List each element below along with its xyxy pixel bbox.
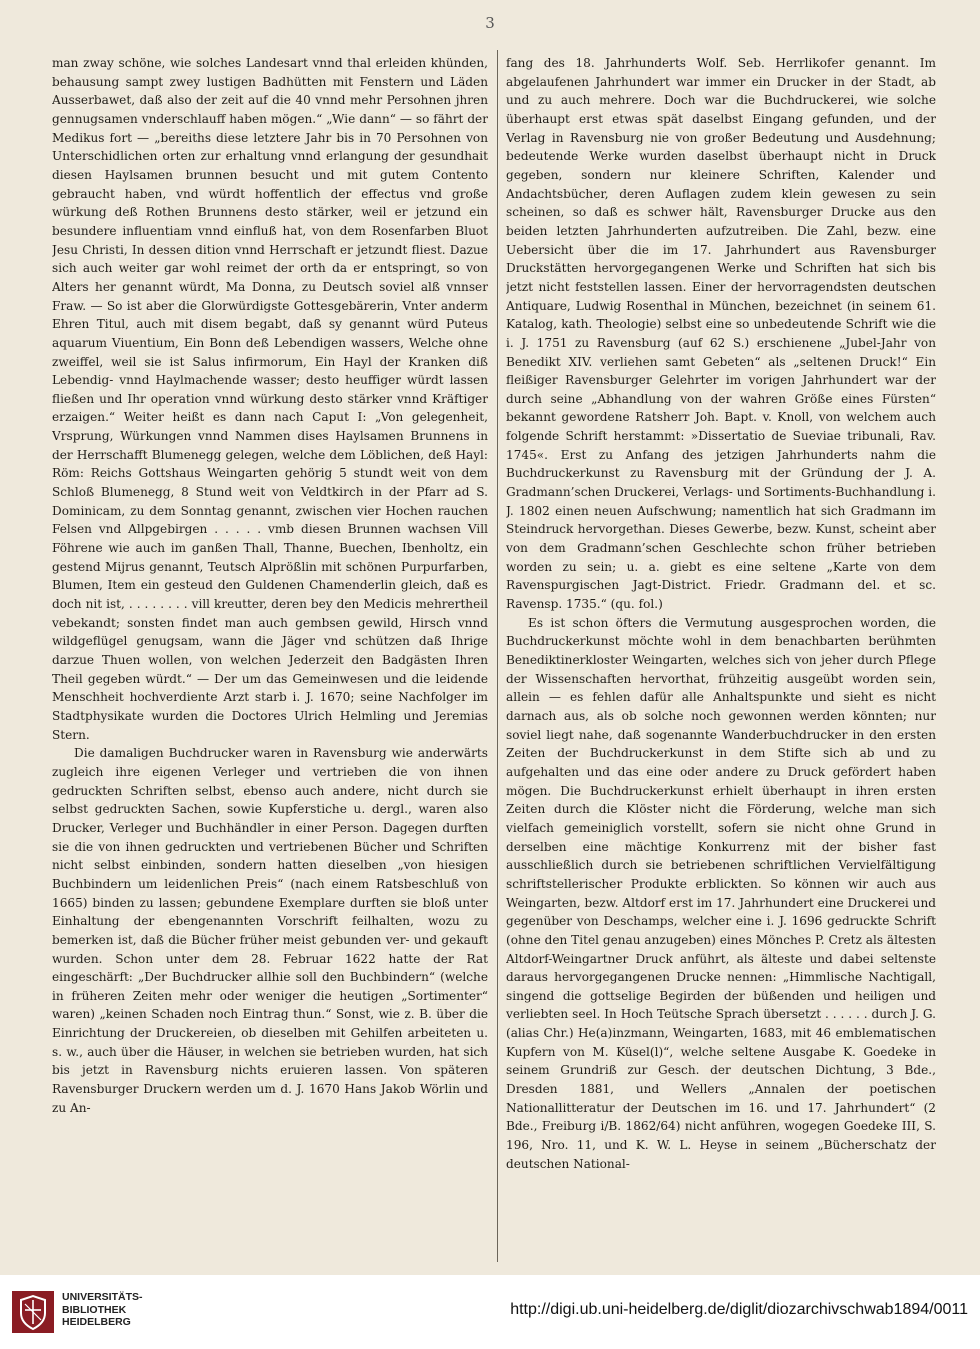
shield-with-cross-icon (12, 1291, 54, 1333)
library-name-line: UNIVERSITÄTS- (62, 1291, 143, 1303)
library-name-line: HEIDELBERG (62, 1316, 131, 1328)
library-logo[interactable] (12, 1291, 54, 1333)
library-name (62, 1291, 143, 1329)
page-number: 3 (485, 14, 495, 32)
footer (0, 1275, 980, 1349)
paragraph: fang des 18. Jahrhunderts Wolf. Seb. Herrlikofer genannt. Im abgelaufenen Jahrhundert war immer ein Drucker in der Stadt, ab und zu auch mehrere. Doch war die Buchdruckerei, wie solche überhaupt erst etwas spät daselbst Eingang gefunden, und der Verlag in Ravensburg nie von großer Bedeutung und Ausdehnung; bedeutende Werke wurden daselbst überhaupt nicht in Druck gegeben, sondern nur kleinere Schriften, Kalender und Andachtsbücher, deren Auflagen zudem klein gewesen zu sein scheinen, so daß es schwer hält, Ravensburger Drucke aus den beiden letzten Jahrhunderten aufzutreiben. Die Zahl, bezw. eine Uebersicht über die im 17. Jahrhundert aus Ravensburger Druckstätten hervorgegangenen Werke und Schriften hat sich bis jetzt nicht feststellen lassen. Einer der hervorragendsten deutschen Antiquare, Ludwig Rosenthal in München, bezeichnet (in seinem 61. Katalog, kath. Theologie) selbst eine so unbedeutende Schrift wie die i. J. 1751 zu Ravensburg (auf 62 S.) erschienene „Jubel-Jahr von Benedikt XIV. verliehen samt Gebeten“ als „seltenen Druck!“ Ein fleißiger Ravensburger Gelehrter im vorigen Jahrhundert war der durch seine „Abhandlung von der wahren Größe eines Fürsten“ bekannt gewordene Ratsherr Joh. Bapt. v. Knoll, von welchem auch folgende Schrift herstammt: »Dissertatio de Sueviae tribunali, Rav. 1745«. Erst zu Anfang des jetzigen Jahrhunderts nahm die Buchdruckerkunst zu Ravensburg mit der Gründung der J. A. Gradmann’schen Druckerei, Verlags- und Sortiments-Buchhandlung i. J. 1802 einen neuen Aufschwung; namentlich hat sich Gradmann im Steindruck hervorgethan. Dieses Gewerbe, bezw. Kunst, scheint aber von dem Gradmann’schen Geschlechte schon früher betrieben worden zu sein; u. a. giebt es eine seltene „Karte von dem Ravenspurgischen Jagt-District. Friedr. Gradmann del. et sc. Ravensp. 1735.“ (qu. fol.) (506, 56, 936, 612)
paragraph: Es ist schon öfters die Vermutung ausgesprochen worden, die Buchdruckerkunst möchte wohl in dem benachbarten berühmten Benediktinerkloster Weingarten, welches sich von jeher durch Pflege der Wissenschaften hervorthat, frühzeitig ausgeübt worden sein, allein — es fehlen dafür alle Anhaltspunkte und sieht es nicht darnach aus, als ob solche noch gewonnen werden könnten; nur soviel liegt nahe, daß sogenannte Wanderbuchdrucker in den ersten Zeiten der Buchdruckerkunst in dem Stifte sich ab und zu aufgehalten und das eine oder andere zu Druck gefördert haben mögen. Die Buchdruckerkunst erhielt überhaupt in ihren ersten Zeiten durch die Klöster nicht die Förderung, welche man sich vielfach gemeiniglich vorstellt, sofern sie nicht ohne Grund in derselben eine mächtige Konkurrenz mit der bisher fast ausschließlich durch sie betriebenen schriftlichen Vervielfältigung schriftstellerischer Produkte erblickten. So können wir auch aus Weingarten, bezw. Altdorf erst im 17. Jahrhundert eine Druckerei und gegenüber von Deschamps, welcher eine i. J. 1696 gedruckte Schrift (ohne den Titel genau anzugeben) eines Mönches P. Cretz als ältesten Altdorf-Weingartner Druck anführt, als älteste und dabei seltenste daraus hervorgegangenen Drucke nennen: „Himmlische Nachtigall, singend die gottselige Begirden der büßenden und heiligen und verliebten seel. In Hoch Teütsche Sprach übersetzt . . . . . . durch J. G. (alias Chr.) He(a)inzmann, Weingarten, 1683, mit 46 emblematischen Kupfern von M. Küsel(l)“, welche seltene Ausgabe K. Goedeke in seinem Grundriß zur Gesch. der deutschen Dichtung, 3 Bde., Dresden 1881, und Wellers „Annalen der poetischen Nationallitteratur der Deutschen im 16. und 17. Jahrhundert“ (2 Bde., Freiburg i/B. 1862/64) nicht anführen, wogegen Goedeke III, S. 196, Nro. 11, und K. W. L. Heyse in seinem „Bücherschatz der deutschen National- (506, 615, 936, 1171)
source-url-link[interactable]: http://digi.ub.uni-heidelberg.de/diglit/diozarchivschwab1894/0011 (510, 1301, 968, 1318)
library-name-line: BIBLIOTHEK (62, 1303, 127, 1316)
paragraph: Die damaligen Buchdrucker waren in Ravensburg wie anderwärts zugleich ihre eigenen Verleger und vertrieben die von ihnen gedruckten Schriften selbst, ebenso auch andere, nicht durch sie selbst gedruckten Sachen, sowie Kupferstiche u. dergl., waren also Drucker, Verleger und Buchhändler in einer Person. Dagegen durften sie die von ihnen gedruckten und vertriebenen Bücher und Schriften nicht selbst einbinden, sondern hatten dieselben „von hiesigen Buchbindern um leidenlichen Preis“ (nach einem Ratsbeschluß von 1665) binden zu lassen; gebundene Exemplare durften sie bloß unter Einhaltung der ebengenannten Vorschrift feilhalten, wozu zu bemerken ist, daß die Bücher früher meist gebunden ver- und gekauft wurden. Schon unter dem 28. Februar 1622 hatte der Rat eingeschärft: „Der Buchdrucker allhie soll den Buchbindern“ (welche in früheren Zeiten mehr oder weniger die heutigen „Sortimenter“ waren) „keinen Schaden noch Eintrag thun.“ Sonst, wie z. B. über die Einrichtung der Druckereien, ob dieselben mit Gehilfen arbeiteten u. s. w., auch über die Häuser, in welchen sie betrieben wurden, hat sich bis jetzt in Ravensburg nichts eruieren lassen. Von späteren Ravensburger Druckern werden um d. J. 1670 Hans Jakob Wörlin und zu An- (52, 746, 488, 1115)
text-column-right (506, 54, 936, 1259)
column-divider (497, 50, 498, 1262)
text-column-left (52, 54, 488, 1259)
paragraph: man zway schöne, wie solches Landesart vnnd thal erleiden khünden, behausung sampt zwey lustigen Badhütten mit Fenstern und Läden Ausserbawet, daß also der zeit auf die 40 vnnd mehr Persohnen jhren gennugsamen vnderschlauff haben mögen.“ „Wie dann“ — so fährt der Medikus fort — „bereiths diese letztere Jahr bis in 70 Persohnen von Unterschidlichen orten zur erhaltung vnnd erlangung der gesundhait diesen Haylsamen brunnen besucht und mit gutem Contento gebraucht haben, vnd würdt hoffentlich der effectus vnd große würkung deß Rothen Brunnens desto stärker, weil er jetzund ein besundere influentiam vnnd einfluß hat, von dem Rosenfarben Bluot Jesu Christi, In dessen dition vnnd Herrschaft er jetzundt fliest. Dazue sich auch weiter gar wohl reimet der orth da er entspringt, so von Alters her genannt würdt, Ma Donna, zu Deutsch soviel alß vnnser Fraw. — So ist aber die Glorwürdigste Gottesgebärerin, Vnter anderm Ehren Titul, auch mit disem begabt, daß sy genannt würd Puteus aquarum Viuentium, Ein Bonn deß Lebendigen wassers, Welche ohne zweiffel, weil sie ist Salus infirmorum, Ein Hayl der Kranken diß Lebendig- vnnd Haylmachende wasser; desto heuffiger würdt lassen fließen und Ihr operation vnnd würkung desto stärker vnnd Kräftiger erzaigen.“ Weiter heißt es dann nach Caput I: „Von gelegenheit, Vrsprung, Würkungen vnnd Nammen dises Haylsamen Brunnens in der Herrschafft Blumenegg gelegen, welche dem Löblichen, deß Hayl: Röm: Reichs Gottshaus Weingarten gehörig 5 stundt weit von dem Schloß Blumenegg, 8 Stund weit von Veldtkirch in der Pfarr ad S. Dominicam, zu dem Sonntag genannt, zwischen vier Hochen rauchen Felsen vnd Allpgebirgen . . . . . vmb diesen Brunnen wachsen Vill Föhrene wie auch im ganßen Thall, Thanne, Buechen, Ibenholtz, ein gestend Mijrus genannt, Teutsch Alprößlin mit schönen Purpurfarben, Blumen, Item ein gesteud den Guldenen Chamenderlin gleich, daß es doch nit ist, . . . . . . . . vill kreutter, deren bey den Medicis mehrertheil vebekandt; sonsten findet man auch gembsen gewild, Hirsch vnnd wildgeflügel genugsam, wann die Jäger vnd schützen daß Ihrige darzue Thuen wollen, von welchen Jederzeit den Badgästen Ihren Theil gegeben würdt.“ — Der um das Gemeinwesen und die leidende Menschheit hochverdiente Arzt starb i. J. 1670; seine Nachfolger im Stadtphysikate wurden die Doctores Ulrich Helmling und Jeremias Stern. (52, 56, 488, 742)
